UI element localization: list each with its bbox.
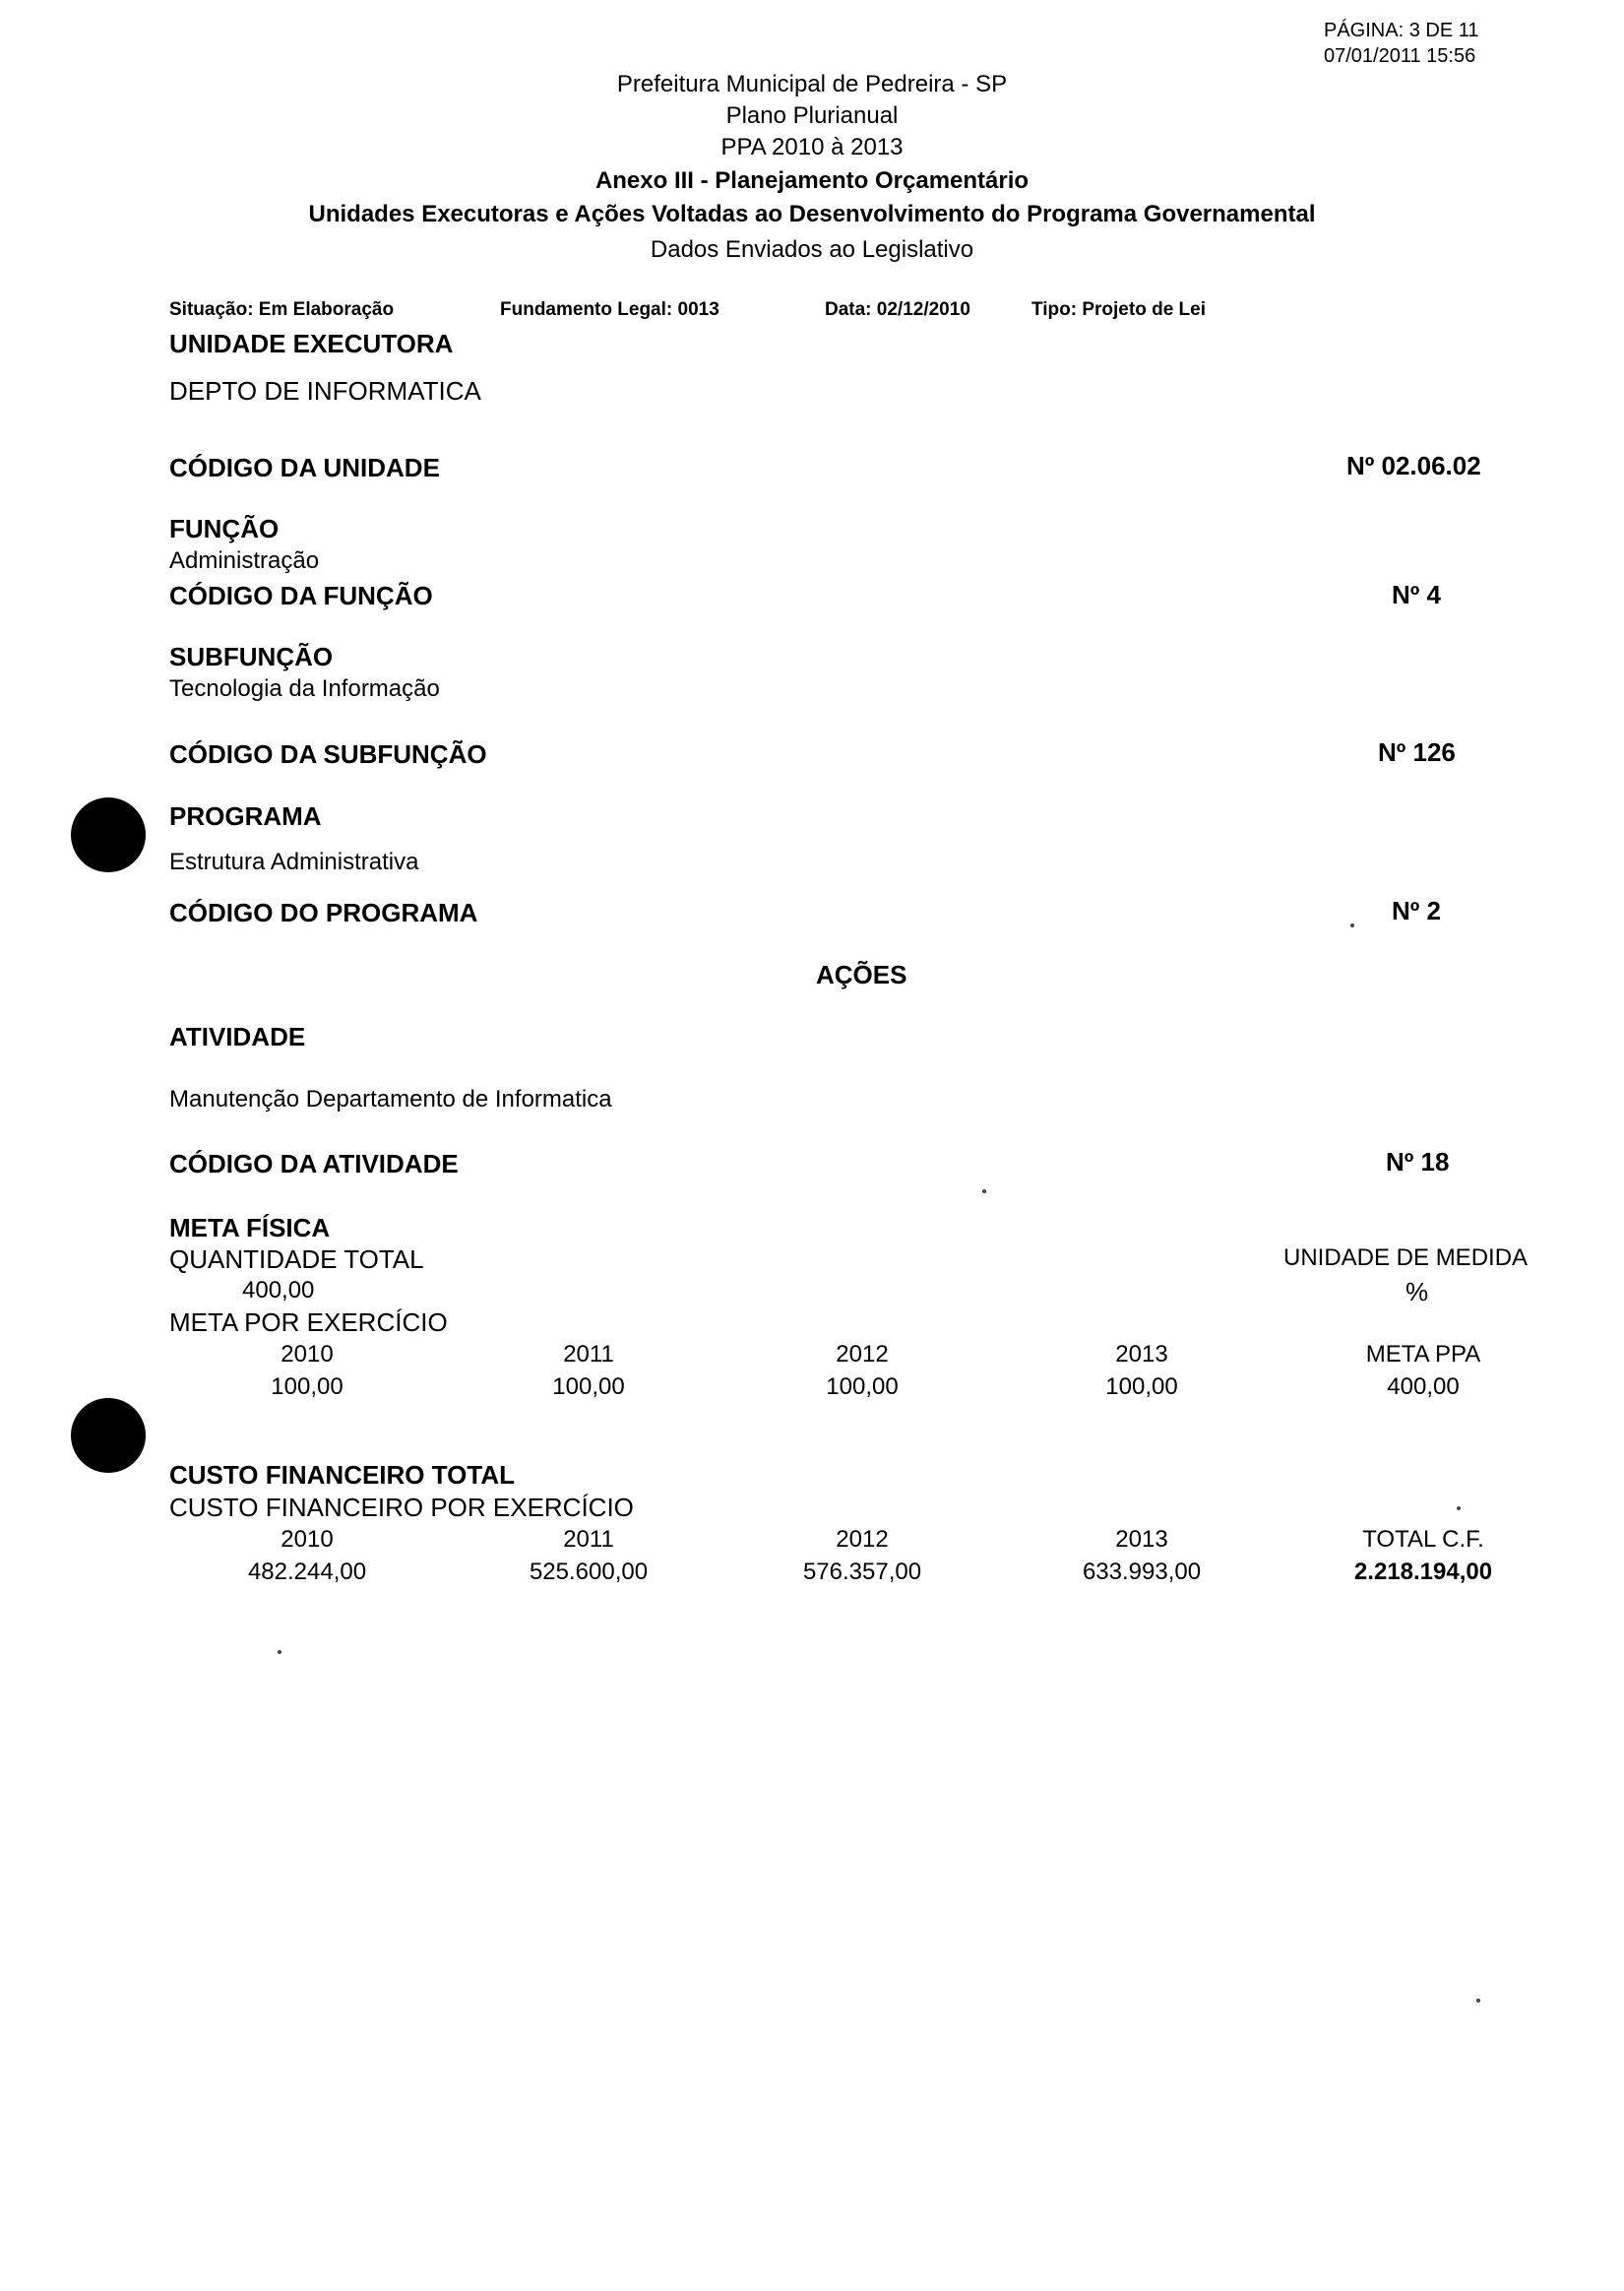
unidade-executora-value: DEPTO DE INFORMATICA <box>169 376 481 406</box>
programa-value: Estrutura Administrativa <box>169 849 419 875</box>
acoes-title: AÇÕES <box>816 960 907 989</box>
punch-hole-upper <box>71 797 146 872</box>
scan-speck <box>278 1650 281 1654</box>
subfuncao-value: Tecnologia da Informação <box>169 675 440 702</box>
meta-year-2012: 2012 <box>836 1341 889 1368</box>
scan-speck <box>1457 1506 1461 1510</box>
atividade-value: Manutenção Departamento de Informatica <box>169 1086 612 1113</box>
custo-financeiro-total-label: CUSTO FINANCEIRO TOTAL <box>169 1460 515 1490</box>
codigo-funcao-label: CÓDIGO DA FUNÇÃO <box>169 581 433 610</box>
meta-value-2012: 100,00 <box>826 1373 899 1400</box>
header-anexo: Anexo III - Planejamento Orçamentário <box>594 167 1030 194</box>
header-ppa: PPA 2010 à 2013 <box>720 134 904 160</box>
funcao-value: Administração <box>169 547 320 574</box>
scan-speck <box>1350 923 1354 927</box>
codigo-programa-label: CÓDIGO DO PROGRAMA <box>169 898 478 927</box>
custo-por-exercicio-label: CUSTO FINANCEIRO POR EXERCÍCIO <box>169 1493 634 1522</box>
header-prefeitura: Prefeitura Municipal de Pedreira - SP <box>616 71 1008 97</box>
unidade-medida-label: UNIDADE DE MEDIDA <box>1283 1244 1529 1271</box>
unidade-executora-label: UNIDADE EXECUTORA <box>169 329 454 358</box>
custo-year-2012: 2012 <box>836 1526 889 1553</box>
situacao: Situação: Em Elaboração <box>169 299 395 320</box>
meta-value-2013: 100,00 <box>1105 1373 1178 1400</box>
custo-year-2010: 2010 <box>281 1526 334 1553</box>
codigo-subfuncao-label: CÓDIGO DA SUBFUNÇÃO <box>169 739 487 769</box>
scan-speck <box>1476 1999 1480 2003</box>
programa-label: PROGRAMA <box>169 801 322 831</box>
custo-value-2011: 525.600,00 <box>529 1559 649 1585</box>
quantidade-total-value: 400,00 <box>242 1277 315 1304</box>
custo-year-2013: 2013 <box>1115 1526 1168 1553</box>
codigo-unidade-value: Nº 02.06.02 <box>1346 451 1481 480</box>
data-documento: Data: 02/12/2010 <box>825 299 970 320</box>
header-dados-enviados: Dados Enviados ao Legislativo <box>650 236 974 263</box>
meta-year-2011: 2011 <box>563 1341 614 1368</box>
meta-ppa-label: META PPA <box>1365 1341 1481 1368</box>
codigo-unidade-label: CÓDIGO DA UNIDADE <box>169 453 440 482</box>
scan-speck <box>982 1189 986 1193</box>
punch-hole-lower <box>71 1398 146 1473</box>
quantidade-total-label: QUANTIDADE TOTAL <box>169 1244 424 1274</box>
meta-year-2013: 2013 <box>1115 1341 1168 1368</box>
codigo-programa-value: Nº 2 <box>1392 896 1441 925</box>
codigo-subfuncao-value: Nº 126 <box>1378 737 1456 767</box>
codigo-atividade-value: Nº 18 <box>1386 1147 1450 1177</box>
custo-total-value: 2.218.194,00 <box>1353 1559 1493 1585</box>
header-plano: Plano Plurianual <box>725 102 899 129</box>
meta-year-2010: 2010 <box>281 1341 334 1368</box>
meta-fisica-label: META FÍSICA <box>169 1213 331 1242</box>
meta-value-2010: 100,00 <box>271 1373 344 1400</box>
fundamento-legal: Fundamento Legal: 0013 <box>500 299 719 320</box>
meta-ppa-value: 400,00 <box>1387 1373 1460 1400</box>
codigo-atividade-label: CÓDIGO DA ATIVIDADE <box>169 1149 459 1178</box>
tipo-documento: Tipo: Projeto de Lei <box>1031 299 1206 320</box>
atividade-label: ATIVIDADE <box>169 1022 306 1051</box>
page-number: PÁGINA: 3 DE 11 <box>1324 20 1479 41</box>
custo-value-2013: 633.993,00 <box>1082 1559 1202 1585</box>
codigo-funcao-value: Nº 4 <box>1392 580 1441 609</box>
custo-total-label: TOTAL C.F. <box>1362 1526 1484 1553</box>
subfuncao-label: SUBFUNÇÃO <box>169 642 334 671</box>
report-datetime: 07/01/2011 15:56 <box>1324 45 1476 67</box>
meta-value-2011: 100,00 <box>552 1373 625 1400</box>
custo-value-2010: 482.244,00 <box>247 1559 367 1585</box>
unidade-medida-value: % <box>1405 1277 1429 1306</box>
funcao-label: FUNÇÃO <box>169 514 280 543</box>
header-unidades-executoras: Unidades Executoras e Ações Voltadas ao Desenvolvimento do Programa Governamental <box>308 201 1316 227</box>
meta-por-exercicio-label: META POR EXERCÍCIO <box>169 1307 448 1337</box>
custo-value-2012: 576.357,00 <box>802 1559 922 1585</box>
custo-year-2011: 2011 <box>563 1526 614 1553</box>
